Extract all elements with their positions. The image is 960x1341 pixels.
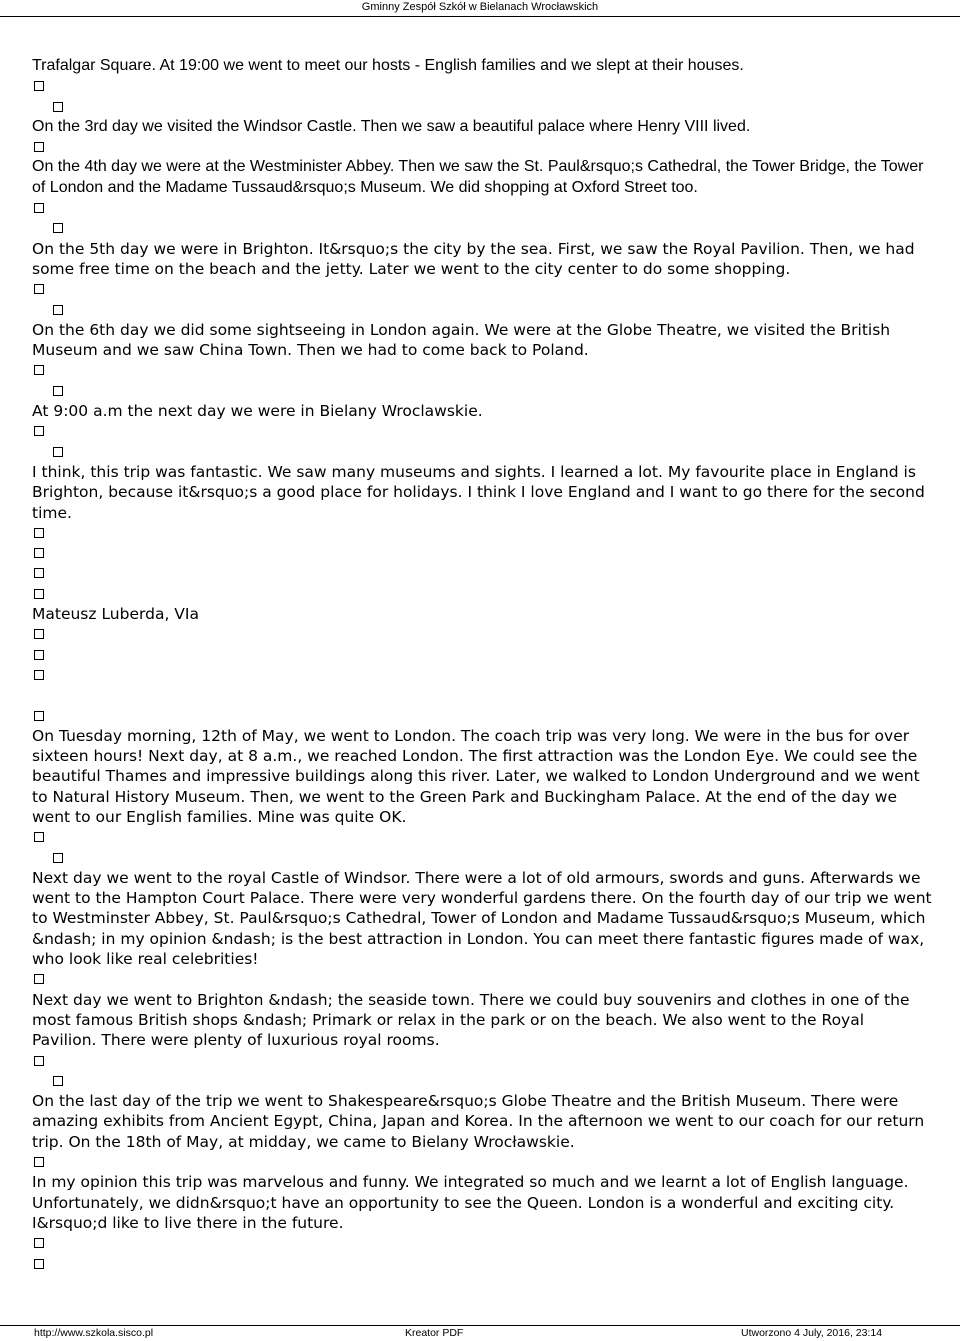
footer-generator: Kreator PDF bbox=[405, 1327, 464, 1339]
paragraph: On the 5th day we were in Brighton. It&rsquo;s the city by the sea. First, we saw the Royal Pavilion. Then, we had some free time on the beach and the jetty. Later we went to the city center to do some shopping. bbox=[32, 239, 915, 278]
checkbox-glyph-icon bbox=[53, 1076, 63, 1086]
footer-divider bbox=[0, 1325, 960, 1326]
checkbox-glyph-icon bbox=[34, 1259, 44, 1269]
checkbox-glyph-icon bbox=[53, 102, 63, 112]
footer-url: http://www.szkola.sisco.pl bbox=[34, 1327, 154, 1339]
checkbox-glyph-icon bbox=[34, 528, 44, 538]
checkbox-glyph-icon bbox=[34, 711, 44, 721]
header-divider bbox=[0, 16, 960, 17]
author-signature: Mateusz Luberda, VIa bbox=[32, 605, 199, 624]
checkbox-glyph-icon bbox=[34, 548, 44, 558]
checkbox-glyph-icon bbox=[34, 81, 44, 91]
paragraph: On the 3rd day we visited the Windsor Castle. Then we saw a beautiful palace where Henry VIII lived. bbox=[32, 117, 751, 135]
checkbox-glyph-icon bbox=[34, 629, 44, 639]
checkbox-glyph-icon bbox=[53, 223, 63, 233]
checkbox-glyph-icon bbox=[34, 832, 44, 842]
paragraph: Next day we went to Brighton &ndash; the seaside town. There we could buy souvenirs and clothes in one of the most famous British shops &ndash; Primark or relax in the park or on the beach. We also went to the Royal Pavilion. There were plenty of luxurious royal rooms. bbox=[32, 990, 910, 1050]
footer-created: Utworzono 4 July, 2016, 23:14 bbox=[741, 1327, 883, 1339]
checkbox-glyph-icon bbox=[34, 365, 44, 375]
checkbox-glyph-icon bbox=[34, 203, 44, 213]
checkbox-glyph-icon bbox=[53, 386, 63, 396]
paragraph: On the 4th day we were at the Westminister Abbey. Then we saw the St. Paul&rsquo;s Cathedral, the Tower Bridge, the Tower of London and the Madame Tussaud&rsquo;s Museum. We did shopping at Oxford Street too. bbox=[32, 158, 924, 196]
checkbox-glyph-icon bbox=[34, 284, 44, 294]
checkbox-glyph-icon bbox=[53, 305, 63, 315]
paragraph: On the 6th day we did some sightseeing in London again. We were at the Globe Theatre, we visited the British Museum and we saw China Town. Then we had to come back to Poland. bbox=[32, 320, 891, 360]
checkbox-glyph-icon bbox=[34, 568, 44, 578]
checkbox-glyph-icon bbox=[34, 1157, 44, 1167]
paragraph: At 9:00 a.m the next day we were in Bielany Wroclawskie. bbox=[32, 402, 483, 421]
checkbox-glyph-icon bbox=[34, 589, 44, 599]
page-footer bbox=[0, 1327, 960, 1341]
checkbox-glyph-icon bbox=[34, 426, 44, 436]
checkbox-glyph-icon bbox=[53, 853, 63, 863]
paragraph: On the last day of the trip we went to Shakespeare&rsquo;s Globe Theatre and the British Museum. There were amazing exhibits from Ancient Egypt, China, Japan and Korea. In the afternoon we went to our coach for our return trip. On the 18th of May, at midday, we came to Bielany Wrocławskie. bbox=[32, 1092, 925, 1151]
paragraph: Next day we went to the royal Castle of Windsor. There were a lot of old armours, swords and guns. Afterwards we went to the Hampton Court Palace. There were very wonderful gardens there. On the fourth day of our trip we went to Westminster Abbey, St. Paul&rsquo;s Cathedral, Tower of London and Madame Tussaud&rsquo;s Museum, which &ndash; in my opinion &ndash; is the best attraction in London. You can meet there fantastic figures made of wax, who look like real celebrities! bbox=[32, 868, 932, 969]
checkbox-glyph-icon bbox=[34, 1056, 44, 1066]
paragraph: In my opinion this trip was marvelous and funny. We integrated so much and we learnt a lot of English language. Unfortunately, we didn&rsquo;t have an opportunity to see the Queen. London is a wonderful and exciting city. I&rsquo;d like to live there in the future. bbox=[32, 1173, 909, 1232]
checkbox-glyph-icon bbox=[53, 447, 63, 457]
document-body bbox=[32, 56, 932, 1274]
paragraph: I think, this trip was fantastic. We saw many museums and sights. I learned a lot. My favourite place in England is Brighton, because it&rsquo;s a good place for holidays. I think I love England and I want to go there for the second time. bbox=[32, 462, 925, 522]
checkbox-glyph-icon bbox=[34, 974, 44, 984]
checkbox-glyph-icon bbox=[34, 1238, 44, 1248]
checkbox-glyph-icon bbox=[34, 650, 44, 660]
page-header: Gminny Zespół Szkół w Bielanach Wrocławskich bbox=[361, 1, 599, 13]
paragraph: On Tuesday morning, 12th of May, we went to London. The coach trip was very long. We were in the bus for over sixteen hours! Next day, at 8 a.m., we reached London. The first attraction was the London Eye. We could see the beautiful Thames and impressive buildings along this river. Later, we walked to London Underground and we went to Natural History Museum. Then, we went to the Green Park and Buckingham Palace. At the end of the day we went to our English families. Mine was quite OK. bbox=[32, 726, 920, 826]
paragraph: Trafalgar Square. At 19:00 we went to meet our hosts - English families and we slept at their houses. bbox=[32, 57, 744, 74]
checkbox-glyph-icon bbox=[34, 142, 44, 152]
checkbox-glyph-icon bbox=[34, 670, 44, 680]
